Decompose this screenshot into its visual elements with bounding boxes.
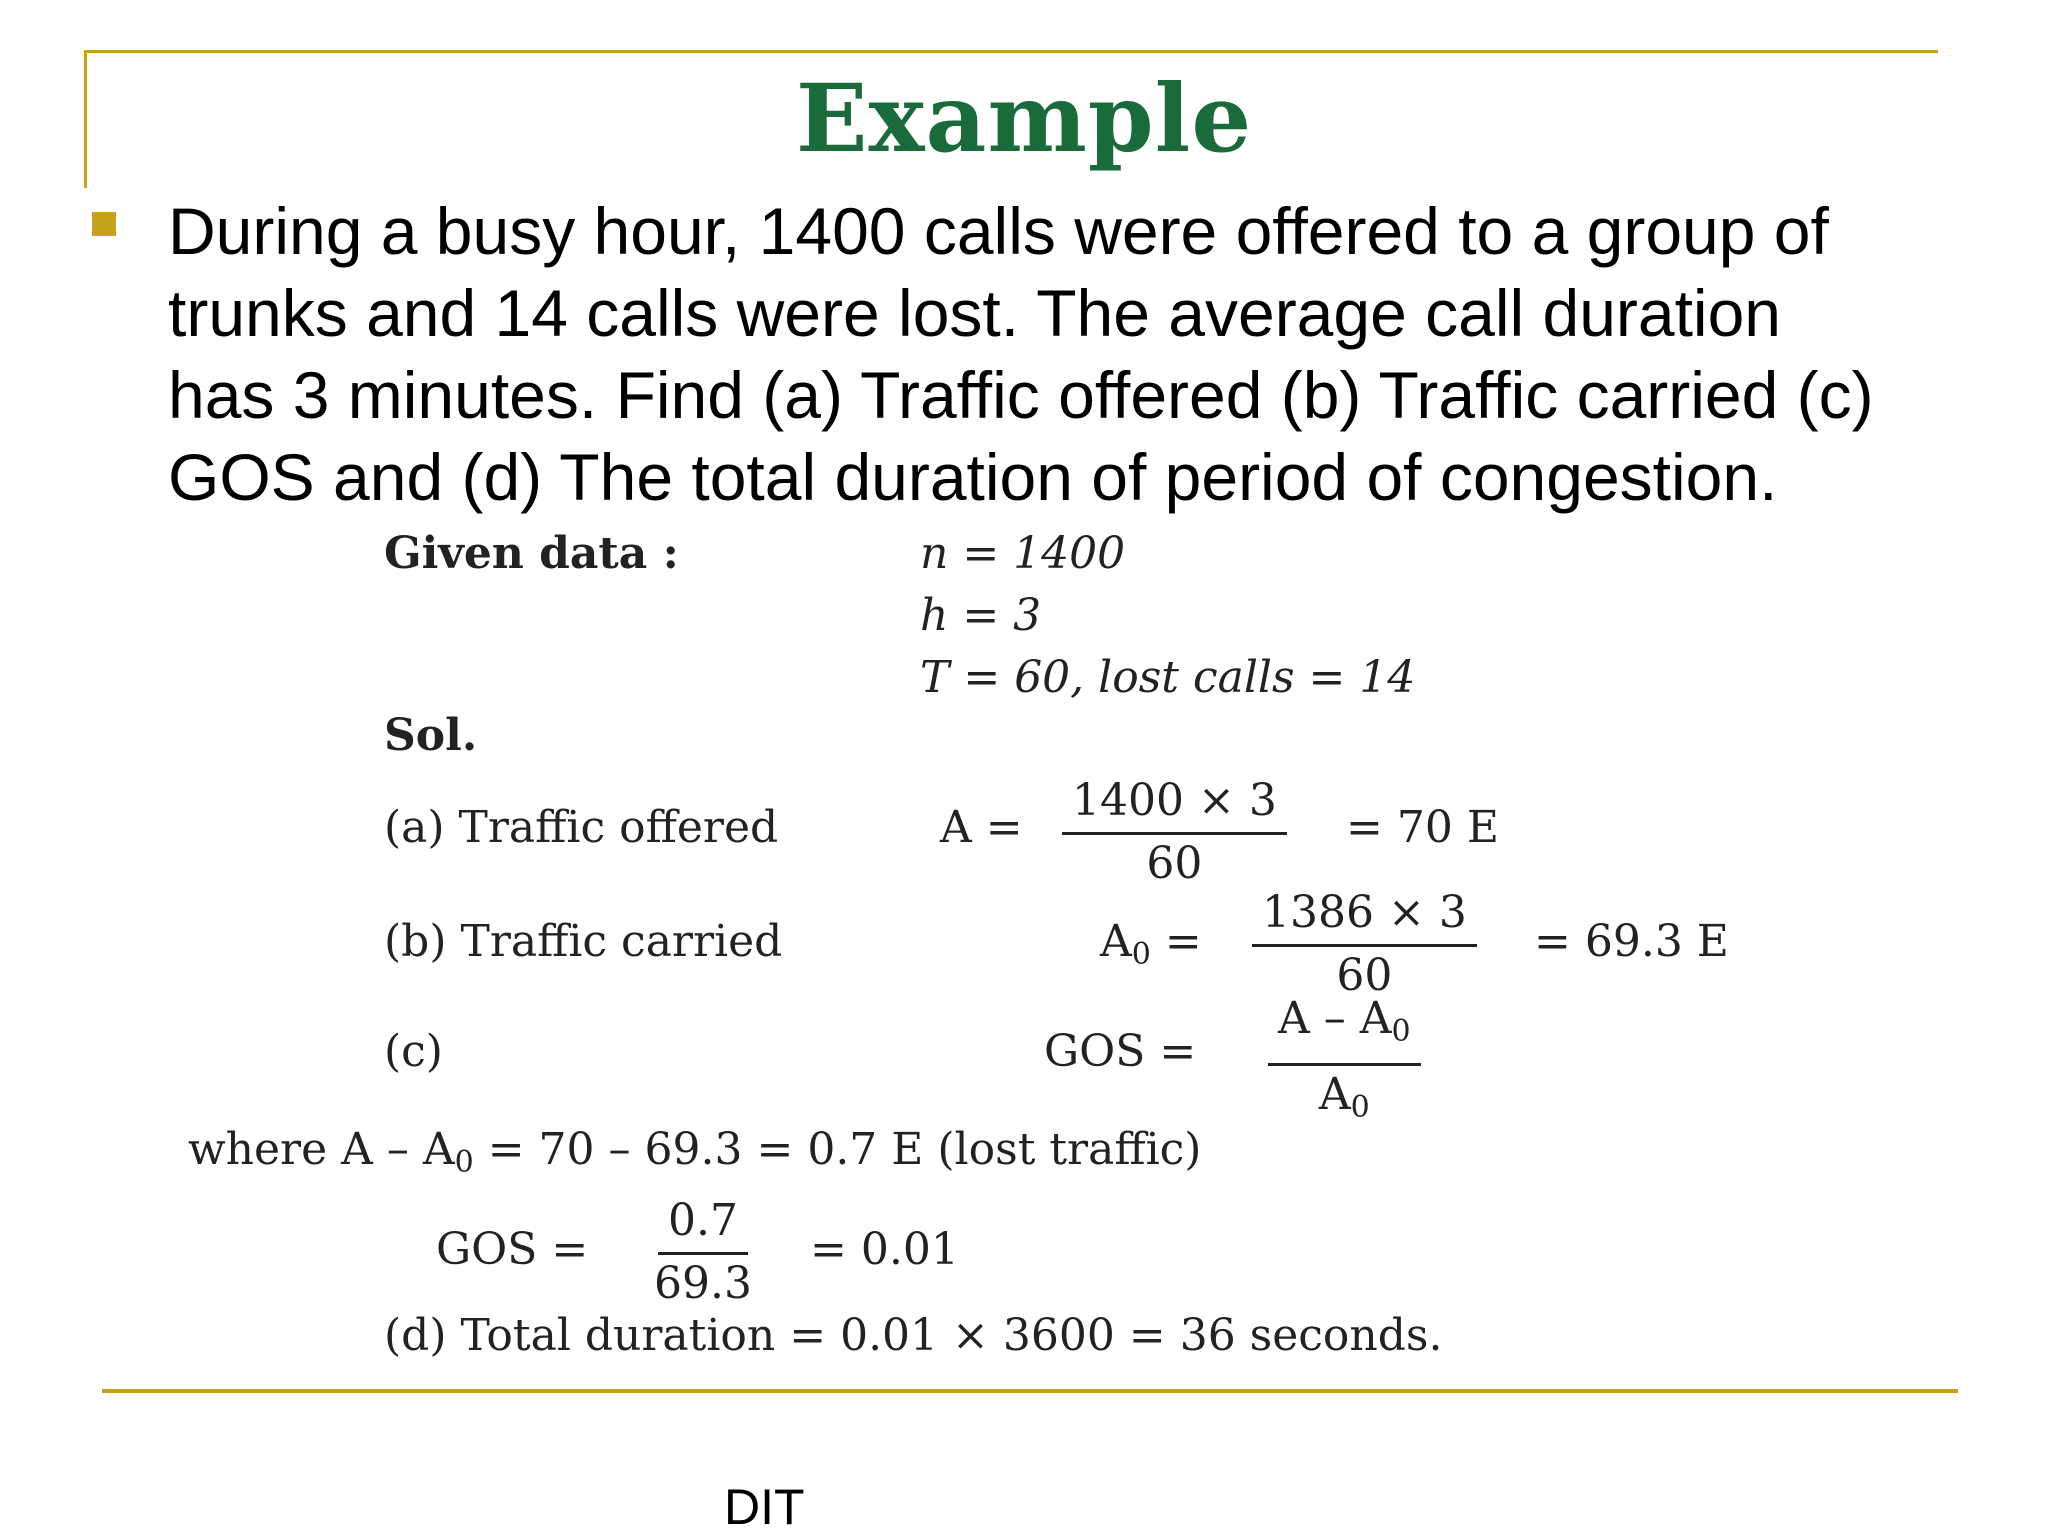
top-border-line xyxy=(84,50,1938,53)
step-c-denominator xyxy=(1319,1066,1370,1133)
footer-text: DIT xyxy=(724,1479,805,1535)
step-b-denominator: 60 xyxy=(1336,950,1393,1001)
slide-title: Example xyxy=(795,64,1253,174)
lost-traffic-post: = 70 – 69.3 = 0.7 E (lost traffic) xyxy=(473,1124,1202,1175)
step-c-lhs: GOS = xyxy=(1044,1026,1197,1077)
problem-line: GOS and (d) The total duration of period of congestion. xyxy=(168,440,1778,514)
lost-traffic-sub: 0 xyxy=(454,1145,474,1180)
given-h: h = 3 xyxy=(920,590,1042,641)
step-b-lhs-main: A xyxy=(1100,916,1132,967)
step-b-lhs xyxy=(1100,916,1202,972)
step-c-den-main: A xyxy=(1318,1069,1351,1120)
step-b-lhs-sub: 0 xyxy=(1131,937,1151,972)
problem-line: trunks and 14 calls were lost. The average call duration xyxy=(168,276,1782,350)
gos-denominator: 69.3 xyxy=(654,1258,752,1309)
step-b-label: (b) Traffic carried xyxy=(384,916,783,967)
given-data-label: Given data : xyxy=(384,528,679,579)
step-c-label: (c) xyxy=(384,1026,443,1077)
given-n: n = 1400 xyxy=(920,528,1126,579)
step-a-result: = 70 E xyxy=(1346,802,1499,853)
solution-label: Sol. xyxy=(384,710,478,761)
problem-statement xyxy=(168,190,1968,518)
gos-result: = 0.01 xyxy=(810,1224,959,1275)
step-c-num-main: A – A xyxy=(1278,993,1392,1044)
step-b-numerator: 1386 × 3 xyxy=(1252,888,1477,947)
bottom-border-line xyxy=(102,1389,1958,1393)
step-b-fraction xyxy=(1252,888,1477,1001)
gos-numerator: 0.7 xyxy=(658,1196,748,1255)
lost-traffic-pre: where A – A xyxy=(188,1124,455,1175)
step-a-label: (a) Traffic offered xyxy=(384,802,779,853)
problem-line: During a busy hour, 1400 calls were offered to a group of xyxy=(168,194,1829,268)
step-a-lhs: A = xyxy=(940,802,1023,853)
step-a-fraction xyxy=(1062,776,1287,889)
given-t: T = 60, lost calls = 14 xyxy=(920,652,1416,703)
step-c-den-sub: 0 xyxy=(1350,1090,1370,1125)
step-b-lhs-eq: = xyxy=(1164,916,1202,967)
step-c-num-sub: 0 xyxy=(1391,1014,1411,1049)
gos-fraction xyxy=(654,1196,752,1309)
gos-lhs: GOS = xyxy=(436,1224,589,1275)
problem-line: has 3 minutes. Find (a) Traffic offered (b) Traffic carried (c) xyxy=(168,358,1874,432)
step-d-line: (d) Total duration = 0.01 × 3600 = 36 seconds. xyxy=(384,1310,1443,1361)
step-c-numerator xyxy=(1268,994,1421,1066)
bullet-icon xyxy=(92,212,116,236)
step-b-result: = 69.3 E xyxy=(1534,916,1729,967)
lost-traffic-line xyxy=(188,1124,1201,1180)
step-a-denominator: 60 xyxy=(1146,838,1203,889)
step-c-fraction xyxy=(1268,994,1421,1133)
step-a-numerator: 1400 × 3 xyxy=(1062,776,1287,835)
